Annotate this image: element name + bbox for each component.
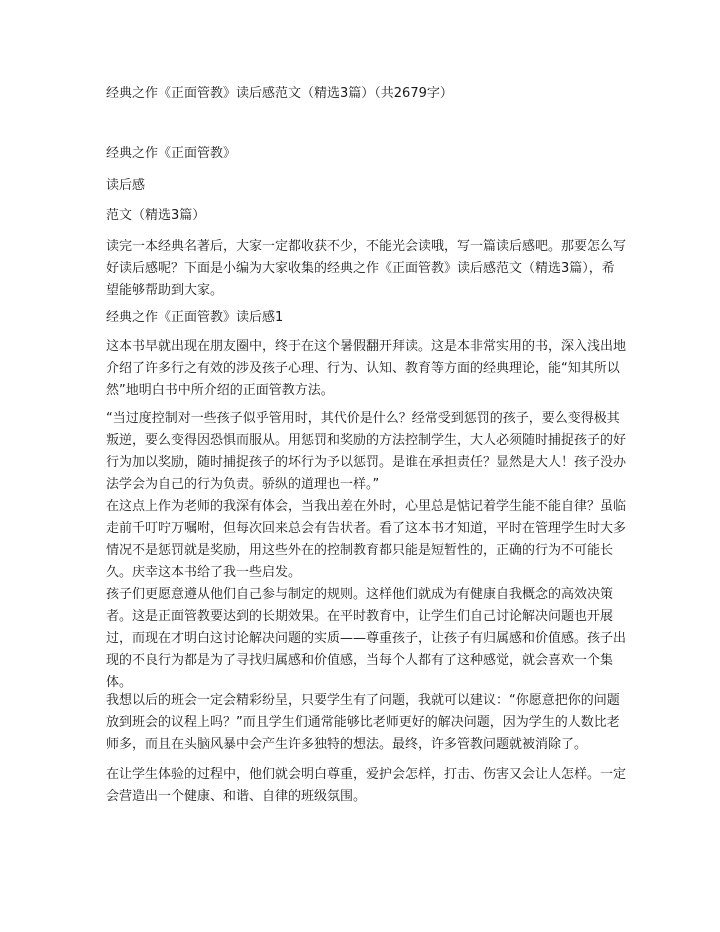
body-paragraph-2: “当过度控制对一些孩子似乎管用时，其代价是什么？经常受到惩罚的孩子，要么变得极其叛逆，要么变得因恐惧而服从。用惩罚和奖励的方法控制学生，大人必须随时捕捉孩子的好行为加以奖励，随时捕捉孩子的坏行为予以惩罚。是谁在承担责任？显然是大人！孩子没办法学会为自己的行为负责。骄纵的道理也一样。” [106, 411, 627, 492]
body-paragraph-6: 在让学生体验的过程中，他们就会明白尊重，爱护会怎样，打击、伤害又会让人怎样。一定会营造出一个健康、和谐、自律的班级氛围。 [106, 767, 627, 804]
document-title: 经典之作《正面管教》读后感范文（精选3篇）（共2679字） [106, 86, 453, 101]
heading-reflection: 读后感 [106, 178, 146, 193]
section-title: 经典之作《正面管教》读后感1 [106, 310, 284, 325]
body-paragraph-4: 孩子们更愿意遵从他们自己参与制定的规则。这样他们就成为有健康自我概念的高效决策者。这是正面管教要达到的长期效果。在平时教育中，让学生们自己讨论解决问题也开展过，而现在才明白这讨论解决问题的实质——尊重孩子，让孩子有归属感和价值感。孩子出现的不良行为都是为了寻找归属感和价值感，当每个人都有了这种感觉，就会喜欢一个集体。 [106, 587, 627, 690]
body-paragraph-1: 这本书早就出现在朋友圈中，终于在这个暑假翻开拜读。这是本非常实用的书，深入浅出地介绍了许多行之有效的涉及孩子心理、行为、认知、教育等方面的经典理论，能“知其所以然”地明白书中所介绍的正面管教方法。 [106, 339, 627, 398]
heading-book-title: 经典之作《正面管教》 [106, 146, 237, 161]
heading-samples: 范文（精选3篇） [106, 208, 206, 223]
intro-paragraph: 读完一本经典名著后，大家一定都收获不少，不能光会读哦，写一篇读后感吧。那要怎么写好读后感呢？下面是小编为大家收集的经典之作《正面管教》读后感范文（精选3篇），希望能够帮助到大家。 [106, 239, 627, 298]
body-paragraph-5: 我想以后的班会一定会精彩纷呈，只要学生有了问题，我就可以建议：“你愿意把你的问题放到班会的议程上吗？”而且学生们通常能够比老师更好的解决问题，因为学生的人数比老师多，而且在头脑风暴中会产生许多独特的想法。最终，许多管教问题就被消除了。 [106, 693, 620, 752]
body-paragraph-3: 在这点上作为老师的我深有体会，当我出差在外时，心里总是惦记着学生能不能自律？虽临走前千叮咛万嘱咐，但每次回来总会有告状者。看了这本书才知道，平时在管理学生时大多情况不是惩罚就是奖励，用这些外在的控制教育都只能是短暂性的，正确的行为不可能长久。庆幸这本书给了我一些启发。 [106, 499, 627, 580]
